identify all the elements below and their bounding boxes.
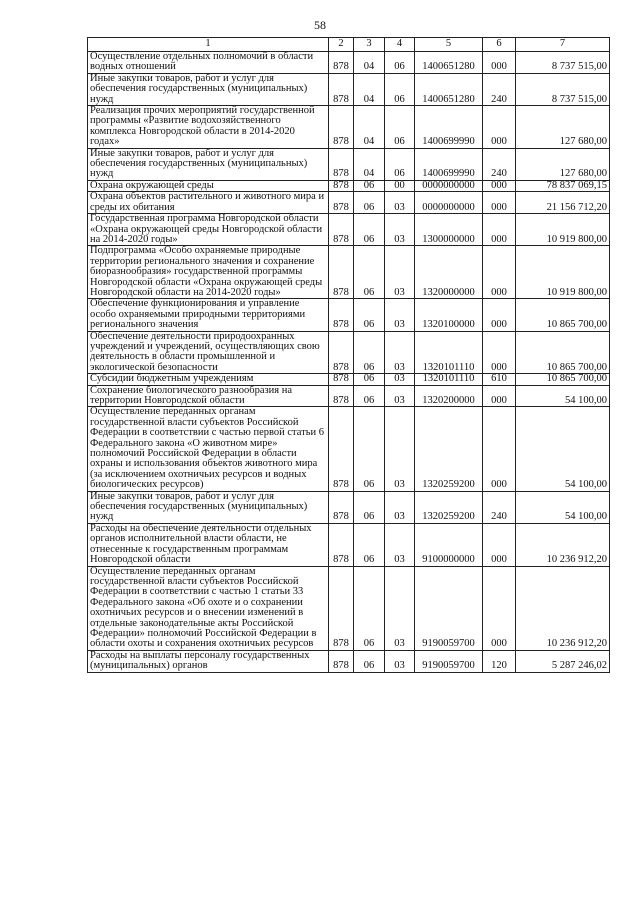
target-article-code: 9190059700 — [415, 566, 483, 650]
expense-type-code: 000 — [483, 214, 516, 246]
section-code: 06 — [354, 566, 385, 650]
target-article-code: 1400699990 — [415, 148, 483, 180]
department-code: 878 — [329, 407, 354, 491]
section-code: 06 — [354, 407, 385, 491]
subsection-code: 03 — [385, 214, 415, 246]
column-header: 7 — [516, 38, 610, 52]
row-description: Расходы на обеспечение деятельности отдельных органов исполнительной власти области, не отнесенные к государственным программам Новгородской области — [88, 523, 329, 566]
table-row — [88, 52, 610, 74]
department-code: 878 — [329, 192, 354, 214]
column-header: 4 — [385, 38, 415, 52]
expense-type-code: 240 — [483, 73, 516, 105]
expense-type-code: 000 — [483, 106, 516, 149]
table-row — [88, 385, 610, 407]
expense-type-code: 000 — [483, 566, 516, 650]
row-description: Обеспечение деятельности природоохранных учреждений и учреждений, осуществляющих свою деятельность в области промышленной и экологической безопасности — [88, 331, 329, 374]
table-row — [88, 566, 610, 650]
target-article-code: 0000000000 — [415, 180, 483, 191]
target-article-code: 1320259200 — [415, 491, 483, 523]
expense-type-code: 000 — [483, 385, 516, 407]
table-row — [88, 192, 610, 214]
amount: 78 837 069,15 — [516, 180, 610, 191]
table-row — [88, 491, 610, 523]
row-description: Осуществление отдельных полномочий в области водных отношений — [88, 52, 329, 74]
page-number: 58 — [314, 18, 326, 32]
table-row — [88, 407, 610, 491]
amount: 54 100,00 — [516, 385, 610, 407]
amount: 10 865 700,00 — [516, 331, 610, 374]
subsection-code: 06 — [385, 106, 415, 149]
amount: 54 100,00 — [516, 407, 610, 491]
section-code: 04 — [354, 52, 385, 74]
target-article-code: 1320000000 — [415, 246, 483, 299]
amount: 10 236 912,20 — [516, 523, 610, 566]
subsection-code: 06 — [385, 73, 415, 105]
target-article-code: 1400651280 — [415, 73, 483, 105]
department-code: 878 — [329, 331, 354, 374]
row-description: Охрана окружающей среды — [88, 180, 329, 191]
expense-type-code: 000 — [483, 180, 516, 191]
table-row — [88, 650, 610, 672]
row-description: Иные закупки товаров, работ и услуг для обеспечения государственных (муниципальных) нужд — [88, 73, 329, 105]
department-code: 878 — [329, 180, 354, 191]
subsection-code: 03 — [385, 523, 415, 566]
section-code: 04 — [354, 106, 385, 149]
department-code: 878 — [329, 246, 354, 299]
subsection-code: 03 — [385, 385, 415, 407]
amount: 10 865 700,00 — [516, 299, 610, 331]
target-article-code: 1400651280 — [415, 52, 483, 74]
section-code: 06 — [354, 385, 385, 407]
section-code: 06 — [354, 246, 385, 299]
row-description: Осуществление переданных органам государственной власти субъектов Российской Федерации в соответствии с частью первой статьи 6 Федерального закона «О животном мире» полномочий Российской Федерации в области охраны и использования объектов животного мира (за исключением охотничьих ресурсов и водных биологических ресурсов) — [88, 407, 329, 491]
target-article-code: 0000000000 — [415, 192, 483, 214]
subsection-code: 03 — [385, 246, 415, 299]
amount: 8 737 515,00 — [516, 73, 610, 105]
subsection-code: 03 — [385, 374, 415, 385]
target-article-code: 1320100000 — [415, 299, 483, 331]
row-description: Обеспечение функционирования и управление особо охраняемыми природными территориями регионального значения — [88, 299, 329, 331]
subsection-code: 06 — [385, 52, 415, 74]
section-code: 06 — [354, 650, 385, 672]
amount: 127 680,00 — [516, 106, 610, 149]
subsection-code: 03 — [385, 566, 415, 650]
department-code: 878 — [329, 214, 354, 246]
row-description: Сохранение биологического разнообразия на территории Новгородской области — [88, 385, 329, 407]
subsection-code: 03 — [385, 407, 415, 491]
expense-type-code: 000 — [483, 246, 516, 299]
target-article-code: 9190059700 — [415, 650, 483, 672]
expense-type-code: 240 — [483, 491, 516, 523]
target-article-code: 1320101110 — [415, 331, 483, 374]
amount: 8 737 515,00 — [516, 52, 610, 74]
table-row — [88, 246, 610, 299]
expense-type-code: 000 — [483, 52, 516, 74]
section-code: 06 — [354, 331, 385, 374]
table-row — [88, 73, 610, 105]
subsection-code: 03 — [385, 192, 415, 214]
amount: 54 100,00 — [516, 491, 610, 523]
row-description: Подпрограмма «Особо охраняемые природные территории регионального значения и сохранение биоразнообразия» государственной программы Новгородской области «Охрана окружающей среды Новгородской области на 2014-2020 годы» — [88, 246, 329, 299]
subsection-code: 06 — [385, 148, 415, 180]
section-code: 06 — [354, 523, 385, 566]
row-description: Охрана объектов растительного и животного мира и среды их обитания — [88, 192, 329, 214]
department-code: 878 — [329, 650, 354, 672]
section-code: 06 — [354, 299, 385, 331]
row-description: Государственная программа Новгородской области «Охрана окружающей среды Новгородской области на 2014-2020 годы» — [88, 214, 329, 246]
table-header-row — [88, 38, 610, 52]
column-header: 6 — [483, 38, 516, 52]
amount: 21 156 712,20 — [516, 192, 610, 214]
target-article-code: 1300000000 — [415, 214, 483, 246]
department-code: 878 — [329, 299, 354, 331]
column-header: 2 — [329, 38, 354, 52]
table-row — [88, 374, 610, 385]
department-code: 878 — [329, 106, 354, 149]
department-code: 878 — [329, 566, 354, 650]
table-row — [88, 148, 610, 180]
table-row — [88, 299, 610, 331]
target-article-code: 1320200000 — [415, 385, 483, 407]
table-row — [88, 523, 610, 566]
subsection-code: 03 — [385, 331, 415, 374]
table-row — [88, 106, 610, 149]
expense-type-code: 610 — [483, 374, 516, 385]
expense-type-code: 000 — [483, 299, 516, 331]
column-header: 5 — [415, 38, 483, 52]
target-article-code: 9100000000 — [415, 523, 483, 566]
section-code: 06 — [354, 180, 385, 191]
row-description: Осуществление переданных органам государственной власти субъектов Российской Федерации в соответствии с частью 1 статьи 33 Федерального закона «Об охоте и о сохранении охотничьих ресурсов и о внесении изменений в отдельные законодательные акты Российской Федерации» полномочий Российской Федерации в области охоты и сохранения охотничьих ресурсов — [88, 566, 329, 650]
section-code: 06 — [354, 192, 385, 214]
amount: 5 287 246,02 — [516, 650, 610, 672]
row-description: Расходы на выплаты персоналу государственных (муниципальных) органов — [88, 650, 329, 672]
expense-type-code: 000 — [483, 192, 516, 214]
expense-type-code: 120 — [483, 650, 516, 672]
subsection-code: 03 — [385, 650, 415, 672]
table-row — [88, 331, 610, 374]
department-code: 878 — [329, 148, 354, 180]
column-header: 3 — [354, 38, 385, 52]
amount: 10 919 800,00 — [516, 214, 610, 246]
column-header: 1 — [88, 38, 329, 52]
expense-type-code: 000 — [483, 523, 516, 566]
target-article-code: 1320101110 — [415, 374, 483, 385]
subsection-code: 00 — [385, 180, 415, 191]
row-description: Иные закупки товаров, работ и услуг для обеспечения государственных (муниципальных) нужд — [88, 148, 329, 180]
department-code: 878 — [329, 73, 354, 105]
section-code: 04 — [354, 148, 385, 180]
row-description: Субсидии бюджетным учреждениям — [88, 374, 329, 385]
amount: 127 680,00 — [516, 148, 610, 180]
table-row — [88, 180, 610, 191]
subsection-code: 03 — [385, 491, 415, 523]
row-description: Реализация прочих мероприятий государственной программы «Развитие водохозяйственного комплекса Новгородской области в 2014-2020 годах» — [88, 106, 329, 149]
department-code: 878 — [329, 385, 354, 407]
expense-type-code: 000 — [483, 407, 516, 491]
amount: 10 865 700,00 — [516, 374, 610, 385]
budget-table — [87, 37, 610, 673]
amount: 10 919 800,00 — [516, 246, 610, 299]
section-code: 06 — [354, 214, 385, 246]
target-article-code: 1400699990 — [415, 106, 483, 149]
section-code: 04 — [354, 73, 385, 105]
department-code: 878 — [329, 52, 354, 74]
amount: 10 236 912,20 — [516, 566, 610, 650]
expense-type-code: 240 — [483, 148, 516, 180]
department-code: 878 — [329, 491, 354, 523]
department-code: 878 — [329, 374, 354, 385]
target-article-code: 1320259200 — [415, 407, 483, 491]
subsection-code: 03 — [385, 299, 415, 331]
row-description: Иные закупки товаров, работ и услуг для обеспечения государственных (муниципальных) нужд — [88, 491, 329, 523]
table-row — [88, 214, 610, 246]
section-code: 06 — [354, 374, 385, 385]
section-code: 06 — [354, 491, 385, 523]
department-code: 878 — [329, 523, 354, 566]
expense-type-code: 000 — [483, 331, 516, 374]
